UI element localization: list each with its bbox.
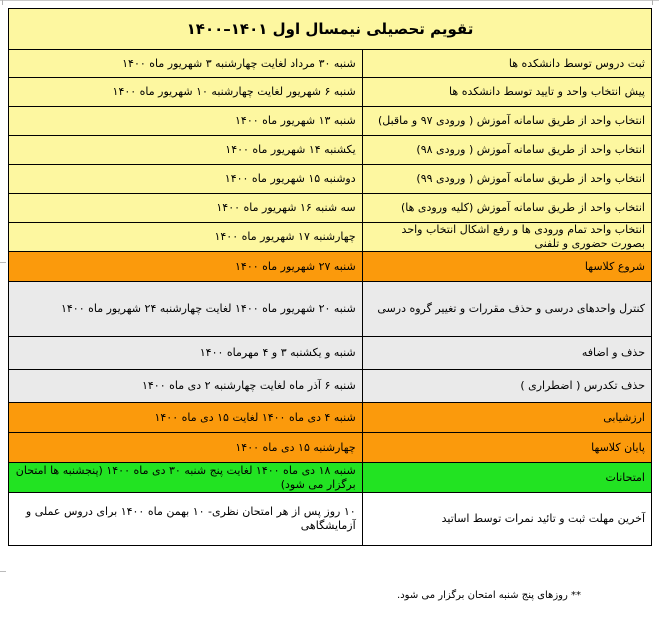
row-value: یکشنبه ۱۴ شهریور ماه ۱۴۰۰	[9, 136, 363, 165]
row-value: شنبه ۳۰ مرداد لغایت چهارشنبه ۳ شهریور ماه ۱۴۰۰	[9, 50, 363, 78]
row-value: چهارشنبه ۱۵ دی ماه ۱۴۰۰	[9, 433, 363, 463]
row-label: کنترل واحدهای درسی و حذف مقررات و تغییر گروه درسی	[362, 282, 651, 337]
row-value: شنبه ۶ آذر ماه لغایت چهارشنبه ۲ دی ماه ۱۴۰۰	[9, 370, 363, 403]
row-label: حذف تکدرس ( اضطراری )	[362, 370, 651, 403]
row-label: ثبت دروس توسط دانشکده ها	[362, 50, 651, 78]
row-value: شنبه ۶ شهریور لغایت چهارشنبه ۱۰ شهریور ماه ۱۴۰۰	[9, 78, 363, 107]
row-value: چهارشنبه ۱۷ شهریور ماه ۱۴۰۰	[9, 223, 363, 252]
row-label: انتخاب واحد تمام ورودی ها و رفع اشکال انتخاب واحد بصورت حضوری و تلفنی	[362, 223, 651, 252]
table-row	[9, 337, 652, 370]
ruler-line	[0, 0, 659, 1]
margin-mark	[0, 262, 6, 263]
table-row	[9, 252, 652, 282]
row-label: انتخاب واحد از طریق سامانه آموزش ( ورودی ۹۷ و ماقبل)	[362, 107, 651, 136]
table-row	[9, 107, 652, 136]
row-label: ارزشیابی	[362, 403, 651, 433]
table-row	[9, 136, 652, 165]
calendar-table	[8, 8, 652, 546]
table-title: تقویم تحصیلی نیمسال اول ۱۴۰۱–۱۴۰۰	[9, 9, 652, 50]
row-label: امتحانات	[362, 463, 651, 493]
table-row	[9, 370, 652, 403]
row-label: پیش انتخاب واحد و تایید توسط دانشکده ها	[362, 78, 651, 107]
table-row	[9, 50, 652, 78]
ruler-tick	[2, 0, 3, 5]
title-row	[9, 9, 652, 50]
row-value: شنبه ۱۸ دی ماه ۱۴۰۰ لغایت پنج شنبه ۳۰ دی ماه ۱۴۰۰ (پنجشنبه ها امتحان برگزار می شود)	[9, 463, 363, 493]
row-label: حذف و اضافه	[362, 337, 651, 370]
row-value: ۱۰ روز پس از هر امتحان نظری- ۱۰ بهمن ماه ۱۴۰۰ برای دروس عملی و آزمایشگاهی	[9, 493, 363, 546]
row-value: سه شنبه ۱۶ شهریور ماه ۱۴۰۰	[9, 194, 363, 223]
table-row	[9, 165, 652, 194]
row-value: شنبه ۲۰ شهریور ماه ۱۴۰۰ لغایت چهارشنبه ۲۴ شهریور ماه ۱۴۰۰	[9, 282, 363, 337]
ruler-tick	[652, 0, 653, 5]
row-label: آخرین مهلت ثبت و تائید نمرات توسط اساتید	[362, 493, 651, 546]
table-row	[9, 403, 652, 433]
row-value: شنبه ۴ دی ماه ۱۴۰۰ لغایت ۱۵ دی ماه ۱۴۰۰	[9, 403, 363, 433]
row-label: انتخاب واحد از طریق سامانه آموزش (کلیه ورودی ها)	[362, 194, 651, 223]
row-label: انتخاب واحد از طریق سامانه آموزش ( ورودی ۹۸)	[362, 136, 651, 165]
table-row	[9, 433, 652, 463]
row-label: پایان کلاسها	[362, 433, 651, 463]
row-value: دوشنبه ۱۵ شهریور ماه ۱۴۰۰	[9, 165, 363, 194]
margin-mark	[0, 571, 6, 572]
footnote: ** روزهای پنج شنبه امتحان برگزار می شود.	[397, 590, 581, 601]
row-label: شروع کلاسها	[362, 252, 651, 282]
row-label: انتخاب واحد از طریق سامانه آموزش ( ورودی ۹۹)	[362, 165, 651, 194]
table-row	[9, 463, 652, 493]
row-value: شنبه ۱۳ شهریور ماه ۱۴۰۰	[9, 107, 363, 136]
table-row	[9, 282, 652, 337]
table-row	[9, 194, 652, 223]
table-row	[9, 78, 652, 107]
table-row	[9, 493, 652, 546]
row-value: شنبه ۲۷ شهریور ماه ۱۴۰۰	[9, 252, 363, 282]
row-value: شنبه و یکشنبه ۳ و ۴ مهرماه ۱۴۰۰	[9, 337, 363, 370]
table-row	[9, 223, 652, 252]
